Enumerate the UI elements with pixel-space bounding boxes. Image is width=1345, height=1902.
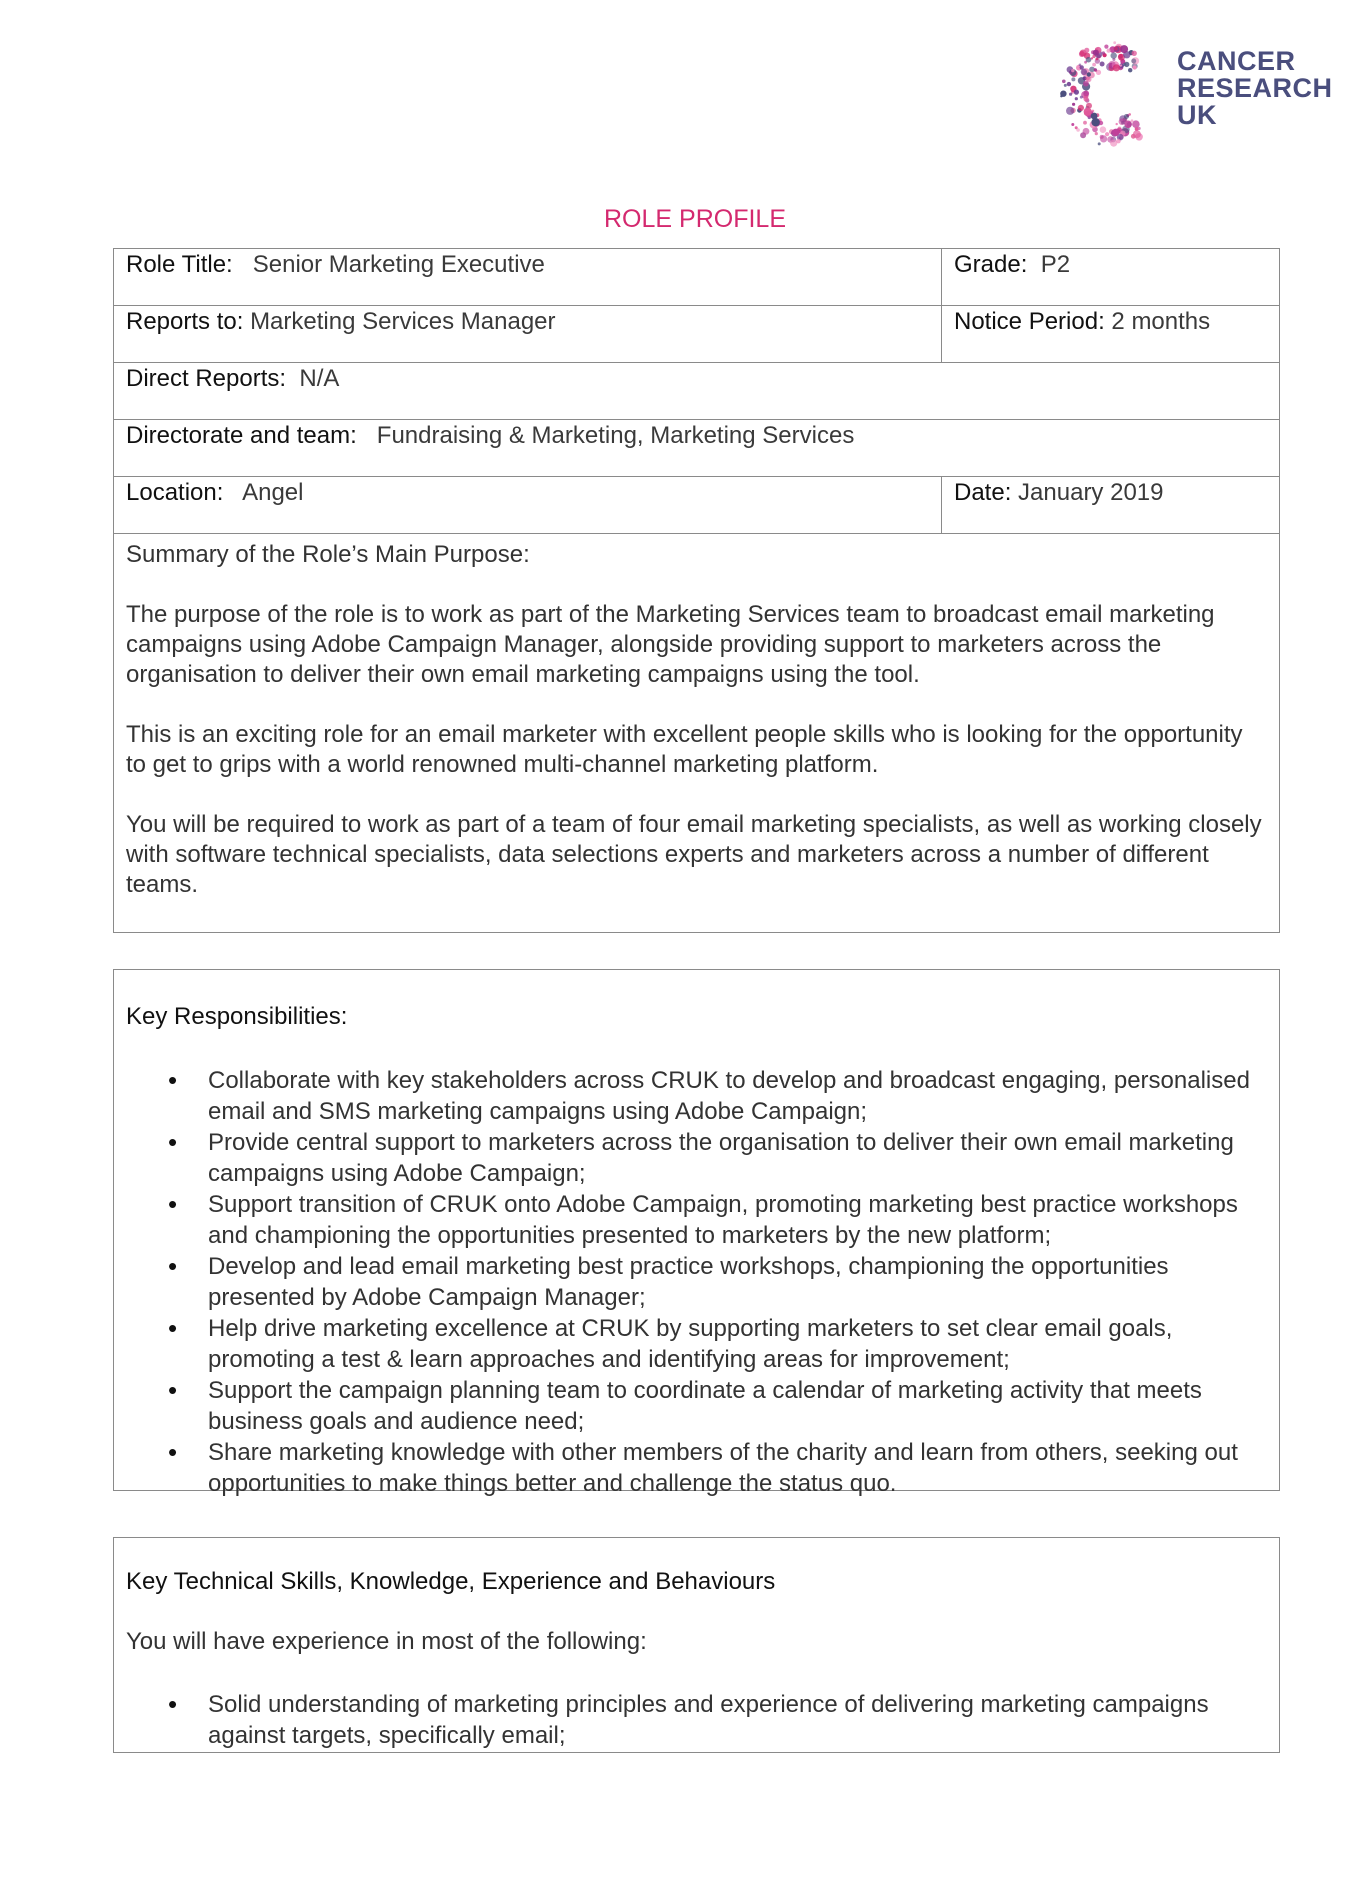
skills-list: [114, 1689, 1278, 1751]
directorate-cell: [114, 420, 1280, 477]
directorate-value: Fundraising & Marketing, Marketing Services: [376, 422, 855, 449]
responsibilities-heading: Key Responsibilities:: [126, 1003, 348, 1030]
cancer-research-uk-logo: [1055, 38, 1333, 148]
skills-intro: You will have experience in most of the following:: [126, 1628, 647, 1655]
list-item: • Collaborate with key stakeholders across CRUK to develop and broadcast engaging, personalised email and SMS marketing campaigns using Adobe Campaign;: [114, 1065, 1278, 1127]
notice-period-label: Notice Period:: [954, 308, 1105, 335]
responsibilities-box: [113, 969, 1280, 1497]
role-title-value: Senior Marketing Executive: [252, 251, 545, 278]
logo-line-1: CANCER: [1177, 46, 1296, 76]
summary-heading: Summary of the Role’s Main Purpose:: [126, 541, 530, 568]
table-row: [114, 306, 1280, 363]
role-details-table: [113, 248, 1280, 933]
direct-reports-label: Direct Reports:: [126, 365, 287, 392]
list-item: • Solid understanding of marketing principles and experience of delivering marketing campaigns against targets, specifically email;: [114, 1689, 1278, 1751]
list-item: • Support the campaign planning team to coordinate a calendar of marketing activity that meets business goals and audience need;: [114, 1375, 1278, 1437]
responsibilities-list: [114, 1065, 1278, 1499]
direct-reports-value: N/A: [299, 365, 340, 392]
logo-wordmark: [1177, 48, 1333, 129]
skills-box: [113, 1537, 1280, 1753]
directorate-label: Directorate and team:: [126, 422, 357, 449]
role-title-cell: [114, 249, 942, 306]
location-label: Location:: [126, 479, 224, 506]
summary-paragraph: You will be required to work as part of a team of four email marketing specialists, as well as working closely with software technical specialists, data selections experts and marketers across a number of different teams.: [126, 811, 1262, 898]
location-cell: [114, 477, 942, 534]
table-row: [114, 363, 1280, 420]
table-row: [114, 534, 1280, 933]
list-item: • Develop and lead email marketing best practice workshops, championing the opportunities presented by Adobe Campaign Manager;: [114, 1251, 1278, 1313]
reports-to-cell: [114, 306, 942, 363]
logo-line-2: RESEARCH: [1177, 73, 1333, 103]
notice-period-value: 2 months: [1111, 308, 1211, 335]
direct-reports-cell: [114, 363, 1280, 420]
table-row: [114, 420, 1280, 477]
location-value: Angel: [242, 479, 304, 506]
logo-c-dots-icon: [1055, 38, 1167, 150]
reports-to-label: Reports to:: [126, 308, 244, 335]
notice-period-cell: [942, 306, 1280, 363]
role-title-label: Role Title:: [126, 251, 233, 278]
grade-value: P2: [1040, 251, 1071, 278]
grade-label: Grade:: [954, 251, 1028, 278]
skills-heading: Key Technical Skills, Knowledge, Experience and Behaviours: [126, 1568, 776, 1595]
list-item: • Share marketing knowledge with other members of the charity and learn from others, seeking out opportunities to make things better and challenge the status quo.: [114, 1437, 1278, 1499]
logo-line-3: UK: [1177, 100, 1217, 130]
reports-to-value: Marketing Services Manager: [250, 308, 556, 335]
date-cell: [942, 477, 1280, 534]
page-title: ROLE PROFILE: [604, 205, 786, 233]
date-label: Date:: [954, 479, 1012, 506]
list-item: • Support transition of CRUK onto Adobe Campaign, promoting marketing best practice workshops and championing the opportunities presented to marketers by the new platform;: [114, 1189, 1278, 1251]
table-row: [114, 249, 1280, 306]
date-value: January 2019: [1018, 479, 1164, 506]
table-row: [114, 477, 1280, 534]
summary-cell: [114, 534, 1280, 933]
list-item: • Provide central support to marketers across the organisation to deliver their own email marketing campaigns using Adobe Campaign;: [114, 1127, 1278, 1189]
grade-cell: [942, 249, 1280, 306]
list-item: • Help drive marketing excellence at CRUK by supporting marketers to set clear email goals, promoting a test & learn approaches and identifying areas for improvement;: [114, 1313, 1278, 1375]
summary-paragraph: The purpose of the role is to work as part of the Marketing Services team to broadcast email marketing campaigns using Adobe Campaign Manager, alongside providing support to marketers across the organisation to deliver their own email marketing campaigns using the tool.: [126, 601, 1215, 688]
summary-paragraph: This is an exciting role for an email marketer with excellent people skills who is looking for the opportunity to get to grips with a world renowned multi-channel marketing platform.: [126, 721, 1243, 778]
